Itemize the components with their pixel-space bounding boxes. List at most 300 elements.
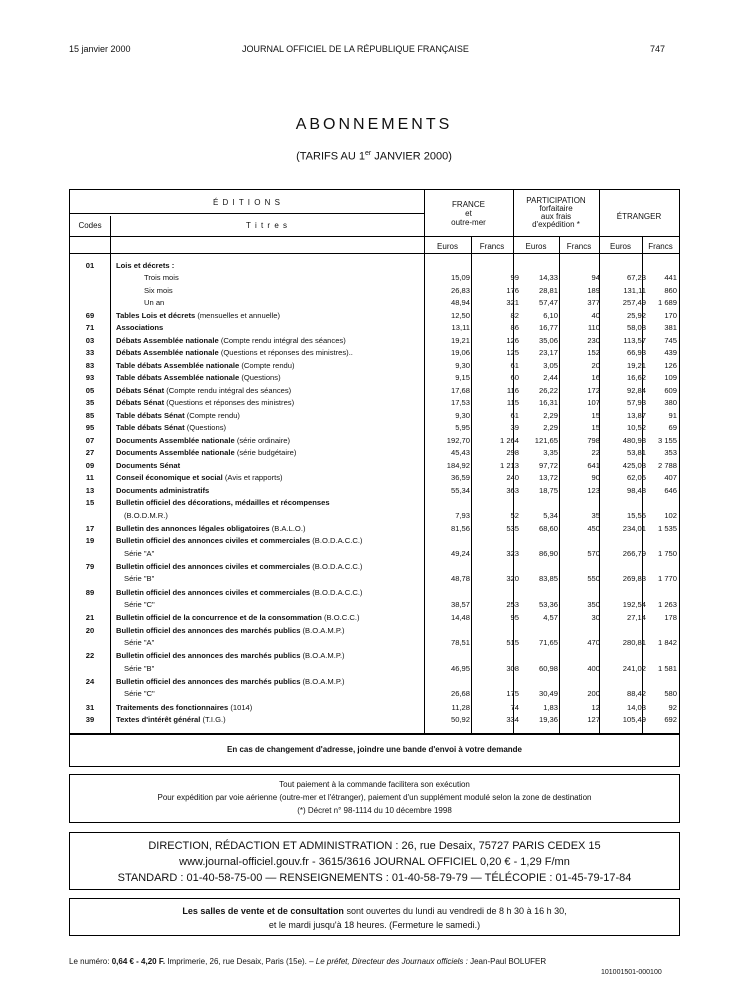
row-value: 78,51 (450, 637, 470, 647)
row-value: 377 (587, 298, 600, 308)
row-value: 1 581 (657, 663, 677, 673)
row-title (116, 473, 416, 482)
row-title-bold: Bulletin officiel des annonces des marchés publics (116, 676, 301, 686)
row-value: 97,72 (538, 460, 558, 470)
row-code: 69 (85, 310, 95, 320)
table-row (70, 486, 679, 498)
row-title-detail: (Compte rendu) (184, 410, 240, 420)
row-title-bold: Débats Assemblée nationale (116, 348, 219, 358)
row-value: 11,28 (451, 702, 470, 712)
row-value: 12,50 (450, 310, 470, 320)
row-value: 1 264 (499, 435, 519, 445)
table-row (70, 398, 679, 410)
direction-box (69, 832, 680, 890)
row-code: 85 (85, 410, 95, 420)
row-title (116, 461, 416, 470)
france-header-sub1: et (465, 209, 472, 218)
row-value: 176 (506, 285, 519, 295)
row-value: 99 (510, 273, 519, 283)
row-value: 15,55 (626, 510, 646, 520)
row-title (116, 613, 416, 622)
table-row (70, 473, 679, 485)
row-value: 407 (664, 473, 677, 483)
row-value: 68,60 (538, 523, 558, 533)
row-value: 49,24 (450, 548, 470, 558)
row-value: 12 (591, 702, 600, 712)
row-value: 69 (668, 423, 677, 433)
etranger-francs-header: Francs (648, 242, 673, 251)
row-title-detail: (Questions et réponses des ministres) (164, 398, 295, 408)
table-row (70, 323, 679, 335)
row-value: 48,94 (450, 298, 470, 308)
row-value: 200 (587, 689, 600, 699)
row-title-detail: (Questions et réponses des ministres).. (218, 348, 353, 358)
row-value: 131,11 (623, 285, 646, 295)
row-value: 570 (587, 548, 600, 558)
row-title-bold: Associations (116, 323, 164, 333)
participation-francs-header: Francs (566, 242, 592, 251)
page-title: ABONNEMENTS (295, 116, 453, 133)
row-value: 95 (510, 613, 519, 623)
row-title (116, 588, 416, 597)
table-row (70, 336, 679, 348)
header-journal-name: JOURNAL OFFICIEL DE LA RÉPUBLIQUE FRANÇAISE (242, 44, 469, 54)
row-title-line2: Série "A" (124, 637, 155, 647)
editions-header: É D I T I O N S (212, 198, 282, 207)
row-title (116, 286, 444, 295)
row-code: 89 (85, 587, 95, 597)
row-value: 30 (591, 613, 600, 623)
row-title-bold: Table débats Sénat (116, 423, 185, 433)
subtitle-superscript: er (364, 150, 372, 157)
table-row (70, 626, 679, 651)
row-title-line2: (B.O.D.M.R.) (124, 510, 168, 520)
table-row (70, 651, 679, 676)
row-value: 3 155 (657, 435, 677, 445)
table-row (70, 524, 679, 536)
row-value: 13,11 (451, 323, 470, 333)
row-value: 241,02 (622, 663, 646, 673)
row-title-bold: Documents administratifs (116, 485, 210, 495)
row-value: 102 (664, 510, 677, 520)
row-title-bold: Bulletin officiel des annonces civiles et commerciales (116, 536, 311, 546)
row-value: 28,81 (538, 285, 558, 295)
row-code: 03 (85, 335, 95, 345)
row-title-line2: Série "B" (124, 663, 155, 673)
table-row (70, 261, 679, 273)
row-value: 269,83 (622, 574, 646, 584)
row-title-detail: (Compte rendu intégral des séances) (218, 335, 346, 345)
row-title-detail: (B.O.A.M.P.) (300, 676, 345, 686)
row-title-bold: Bulletin officiel des annonces civiles et commerciales (116, 587, 311, 597)
row-title-line2: Série "B" (124, 574, 155, 584)
row-title (116, 626, 416, 635)
row-value: 109 (664, 373, 677, 383)
row-value: 2,29 (543, 410, 558, 420)
row-title (116, 562, 416, 571)
row-value: 110 (587, 323, 600, 333)
table-row (70, 562, 679, 587)
row-title-detail: (Compte rendu intégral des séances) (164, 385, 292, 395)
france-header (424, 200, 513, 227)
row-value: 71,65 (538, 637, 558, 647)
row-code: 79 (85, 562, 95, 571)
row-title-detail: (Compte rendu) (239, 360, 295, 370)
row-value: 22 (591, 448, 600, 458)
address-change-notice (69, 734, 680, 767)
sales-line-1 (70, 904, 679, 918)
footer-prefet: Le préfet, Directeur des Journaux officiels : (315, 957, 471, 966)
row-value: 425,03 (622, 460, 646, 470)
row-value: 860 (664, 285, 677, 295)
row-title-bold: Table débats Assemblée nationale (116, 360, 240, 370)
row-title (116, 261, 416, 270)
row-title (116, 348, 416, 357)
row-title-detail: (série ordinaire) (234, 435, 291, 445)
row-title (116, 323, 416, 332)
row-value: 5,34 (543, 510, 558, 520)
row-code: 05 (85, 385, 95, 395)
row-value: 67,23 (626, 273, 646, 283)
row-value: 48,78 (450, 574, 470, 584)
table-row (70, 311, 679, 323)
row-title (116, 436, 416, 445)
row-code: 31 (85, 702, 95, 712)
row-value: 23,17 (538, 348, 558, 358)
table-row (70, 286, 679, 298)
row-value: 19,21 (626, 360, 646, 370)
footer-director-name: Jean-Paul BOLUFER (470, 957, 547, 966)
footer-imprint: Imprimerie, 26, rue Desaix, Paris (15e). – (165, 957, 316, 966)
row-value: 14,33 (538, 273, 558, 283)
row-value: 6,10 (543, 310, 558, 320)
row-value: 253 (506, 599, 519, 609)
row-value: 15 (591, 410, 600, 420)
row-value: 26,83 (450, 285, 470, 295)
address-change-text: En cas de changement d'adresse, joindre une bande d'envoi à votre demande (227, 745, 522, 754)
subtitle-text: (TARIFS AU 1 (296, 150, 365, 163)
participation-euros-header: Euros (525, 242, 547, 251)
row-value: 25,92 (626, 310, 646, 320)
row-value: 62,05 (626, 473, 646, 483)
row-value: 4,57 (543, 613, 558, 623)
row-value: 57,47 (538, 298, 558, 308)
row-value: 14,03 (626, 702, 646, 712)
row-code: 01 (85, 261, 95, 270)
row-title-detail: (B.O.A.M.P.) (300, 625, 345, 635)
row-title (116, 651, 416, 660)
row-value: 116 (506, 385, 519, 395)
france-header-label: FRANCE (452, 200, 485, 209)
row-value: 60,98 (538, 663, 558, 673)
row-value: 45,43 (450, 448, 470, 458)
row-code: 07 (85, 435, 95, 445)
row-value: 74 (510, 702, 519, 712)
row-value: 15 (591, 423, 600, 433)
row-value: 125 (506, 348, 519, 358)
row-value: 172 (587, 385, 600, 395)
subtitle-text-end: JANVIER 2000) (371, 150, 452, 163)
row-value: 20 (591, 360, 600, 370)
table-row (70, 448, 679, 460)
row-value: 19,06 (450, 348, 470, 358)
row-title-detail: (1014) (228, 702, 253, 712)
participation-header-sub3: d'expédition * (532, 220, 580, 229)
participation-header-label: PARTICIPATION (526, 196, 586, 205)
table-row (70, 461, 679, 473)
row-value: 13,72 (538, 473, 558, 483)
sales-line-2: et le mardi jusqu'à 18 heures. (Fermeture le samedi.) (268, 920, 481, 930)
row-value: 92 (668, 702, 677, 712)
row-value: 16 (591, 373, 600, 383)
row-code: 39 (85, 715, 95, 724)
row-code: 71 (85, 323, 95, 333)
row-value: 2 788 (657, 460, 677, 470)
row-code: 95 (85, 423, 95, 433)
france-euros-header: Euros (437, 242, 458, 251)
row-code: 19 (85, 536, 95, 546)
row-code: 21 (85, 613, 95, 623)
row-value: 91 (668, 410, 677, 420)
row-value: 16,77 (538, 323, 558, 333)
footer-reference: 101001501-000100 (601, 969, 662, 976)
row-value: 19,36 (538, 715, 558, 724)
row-title-bold: Bulletin officiel des annonces des marchés publics (116, 651, 301, 661)
row-title-bold: Conseil économique et social (116, 473, 223, 483)
codes-header: Codes (78, 221, 102, 230)
row-value: 19,21 (450, 335, 470, 345)
row-value: 450 (587, 523, 600, 533)
row-value: 123 (587, 485, 600, 495)
table-row (70, 273, 679, 285)
row-value: 60 (510, 373, 519, 383)
header-date: 15 janvier 2000 (69, 44, 131, 54)
row-title-bold: Bulletin officiel des annonces civiles et commerciales (116, 562, 311, 571)
row-value: 127 (587, 715, 600, 724)
row-title-bold: Textes d'intérêt général (116, 715, 201, 724)
row-title-detail: (Avis et rapports) (222, 473, 283, 483)
row-value: 17,53 (450, 398, 470, 408)
row-code: 24 (85, 676, 95, 686)
row-value: 26,68 (450, 689, 470, 699)
row-value: 115 (506, 398, 519, 408)
etranger-header: ÉTRANGER (616, 212, 662, 221)
france-header-sub2: outre-mer (451, 218, 486, 227)
row-value: 3,35 (543, 448, 558, 458)
row-value: 1 263 (657, 599, 677, 609)
table-row (70, 361, 679, 373)
row-title-detail: (série budgétaire) (234, 448, 297, 458)
row-value: 152 (587, 348, 600, 358)
row-value: 646 (664, 485, 677, 495)
row-value: 1 770 (657, 574, 677, 584)
row-value: 107 (587, 398, 600, 408)
row-value: 30,49 (538, 689, 558, 699)
participation-header-sub1: forfaitaire (539, 204, 573, 213)
row-title (116, 486, 416, 495)
row-code: 27 (85, 448, 95, 458)
row-title-line2: Série "C" (124, 599, 155, 609)
row-title-bold: Débats Assemblée nationale (116, 335, 219, 345)
row-value: 535 (506, 523, 519, 533)
row-title-detail: (B.A.L.O.) (269, 523, 306, 533)
row-value: 1 213 (499, 460, 519, 470)
row-title-bold: Tables Lois et décrets (116, 310, 196, 320)
row-value: 184,92 (446, 460, 470, 470)
row-title (116, 398, 416, 407)
row-value: 234,01 (622, 523, 646, 533)
decree-reference: (*) Décret n° 98-1114 du 10 décembre 1998 (297, 806, 452, 815)
row-title-detail: (mensuelles et annuelle) (195, 310, 281, 320)
row-title-bold: Documents Assemblée nationale (116, 435, 235, 445)
page-subtitle (0, 150, 748, 163)
row-value: 113,57 (623, 335, 646, 345)
row-value: 46,95 (450, 663, 470, 673)
table-row (70, 677, 679, 702)
table-row (70, 498, 679, 523)
footer-line (69, 957, 546, 966)
row-value: 53,36 (538, 599, 558, 609)
row-value: 9,15 (455, 373, 470, 383)
table-row (70, 386, 679, 398)
row-value: 88,42 (626, 689, 646, 699)
row-title (116, 336, 416, 345)
row-value: 82 (510, 310, 519, 320)
sales-hours-box (69, 898, 680, 936)
table-row (70, 536, 679, 561)
row-value: 298 (506, 448, 519, 458)
row-title (116, 361, 416, 370)
row-value: 39 (510, 423, 519, 433)
row-title-detail: (Questions) (239, 373, 281, 383)
row-value: 323 (506, 548, 519, 558)
row-title-bold: Lois et décrets : (116, 261, 175, 270)
row-title (116, 411, 416, 420)
row-value: 192,70 (446, 435, 470, 445)
payment-line-1: Tout paiement à la commande facilitera son exécution (279, 780, 470, 789)
row-title-bold: Documents Sénat (116, 460, 181, 470)
row-code: 93 (85, 373, 95, 383)
row-code: 11 (85, 473, 95, 483)
row-value: 38,57 (450, 599, 470, 609)
header-page-number: 747 (650, 44, 666, 54)
row-value: 86,90 (538, 548, 558, 558)
row-title-bold: Bulletin officiel de la concurrence et de la consommation (116, 613, 322, 623)
row-code: 17 (85, 523, 95, 533)
row-value: 380 (664, 398, 677, 408)
row-value: 61 (510, 410, 519, 420)
row-title-bold: Documents Assemblée nationale (116, 448, 235, 458)
row-value: 98,48 (626, 485, 646, 495)
row-title-detail: (Questions) (184, 423, 227, 433)
row-value: 400 (587, 663, 600, 673)
subscriptions-table (69, 189, 680, 734)
france-francs-header: Francs (479, 242, 505, 251)
row-value: 5,95 (455, 423, 470, 433)
table-row (70, 613, 679, 625)
row-title-detail: (B.O.A.M.P.) (300, 651, 345, 661)
direction-address: DIRECTION, RÉDACTION ET ADMINISTRATION : 26, rue Desaix, 75727 PARIS CEDEX 15 (148, 840, 601, 852)
row-value: 353 (664, 448, 677, 458)
row-value: 81,56 (450, 523, 470, 533)
row-value: 61 (510, 360, 519, 370)
row-value: 9,30 (455, 410, 470, 420)
row-value: 15,09 (450, 273, 470, 283)
row-title (116, 524, 416, 533)
row-title-text: Un an (144, 298, 165, 308)
participation-header (513, 197, 599, 229)
row-value: 266,79 (622, 548, 646, 558)
row-value: 55,34 (450, 485, 470, 495)
row-value: 92,84 (626, 385, 646, 395)
row-value: 57,93 (626, 398, 646, 408)
row-value: 9,30 (455, 360, 470, 370)
footer-price: 0,64 € - 4,20 F. (111, 957, 166, 966)
row-value: 1 689 (657, 298, 677, 308)
row-title-bold: Table débats Assemblée nationale (116, 373, 240, 383)
row-value: 692 (664, 715, 677, 724)
row-value: 280,81 (622, 637, 646, 647)
row-value: 126 (506, 335, 519, 345)
row-value: 83,85 (538, 574, 558, 584)
row-value: 2,44 (543, 373, 558, 383)
payment-info-box (69, 774, 680, 823)
row-value: 470 (587, 637, 600, 647)
row-title (116, 273, 444, 282)
row-title (116, 448, 416, 457)
row-value: 35 (591, 510, 600, 520)
payment-line-2: Pour expédition par voie aérienne (outre-mer et l'étranger), paiement d'un supplément modulé selon la zone de destination (157, 793, 592, 802)
row-value: 641 (587, 460, 600, 470)
row-title-bold: Table débats Sénat (116, 410, 185, 420)
row-value: 175 (506, 689, 519, 699)
row-value: 257,49 (622, 298, 646, 308)
table-row (70, 703, 679, 715)
row-title-text: Trois mois (144, 273, 179, 283)
row-title (116, 677, 416, 686)
row-value: 170 (664, 310, 677, 320)
row-code: 35 (85, 398, 95, 408)
participation-header-sub2: aux frais (540, 212, 572, 221)
row-title-detail: (B.O.D.A.C.C.) (310, 587, 363, 597)
row-title-bold: Bulletin des annonces légales obligatoires (116, 523, 270, 533)
row-title (116, 536, 416, 545)
row-value: 580 (664, 689, 677, 699)
row-value: 50,92 (450, 715, 470, 724)
row-value: 798 (587, 435, 600, 445)
row-code: 22 (85, 651, 95, 661)
row-value: 3,05 (543, 360, 558, 370)
row-title (116, 498, 416, 507)
row-value: 1 842 (657, 637, 677, 647)
row-title (116, 423, 416, 432)
row-code: 20 (85, 625, 95, 635)
row-value: 36,59 (450, 473, 470, 483)
row-value: 321 (506, 298, 519, 308)
row-value: 350 (587, 599, 600, 609)
row-value: 66,93 (626, 348, 646, 358)
row-value: 17,68 (450, 385, 470, 395)
row-title-text: Six mois (144, 285, 173, 295)
row-value: 609 (664, 385, 677, 395)
row-title-bold: Bulletin officiel des décorations, médailles et récompenses (116, 498, 330, 508)
row-title (116, 373, 416, 382)
row-value: 441 (664, 273, 677, 283)
row-value: 230 (587, 335, 600, 345)
row-value: 1 750 (657, 548, 677, 558)
row-value: 13,87 (626, 410, 646, 420)
row-title-line2: Série "A" (124, 548, 155, 558)
